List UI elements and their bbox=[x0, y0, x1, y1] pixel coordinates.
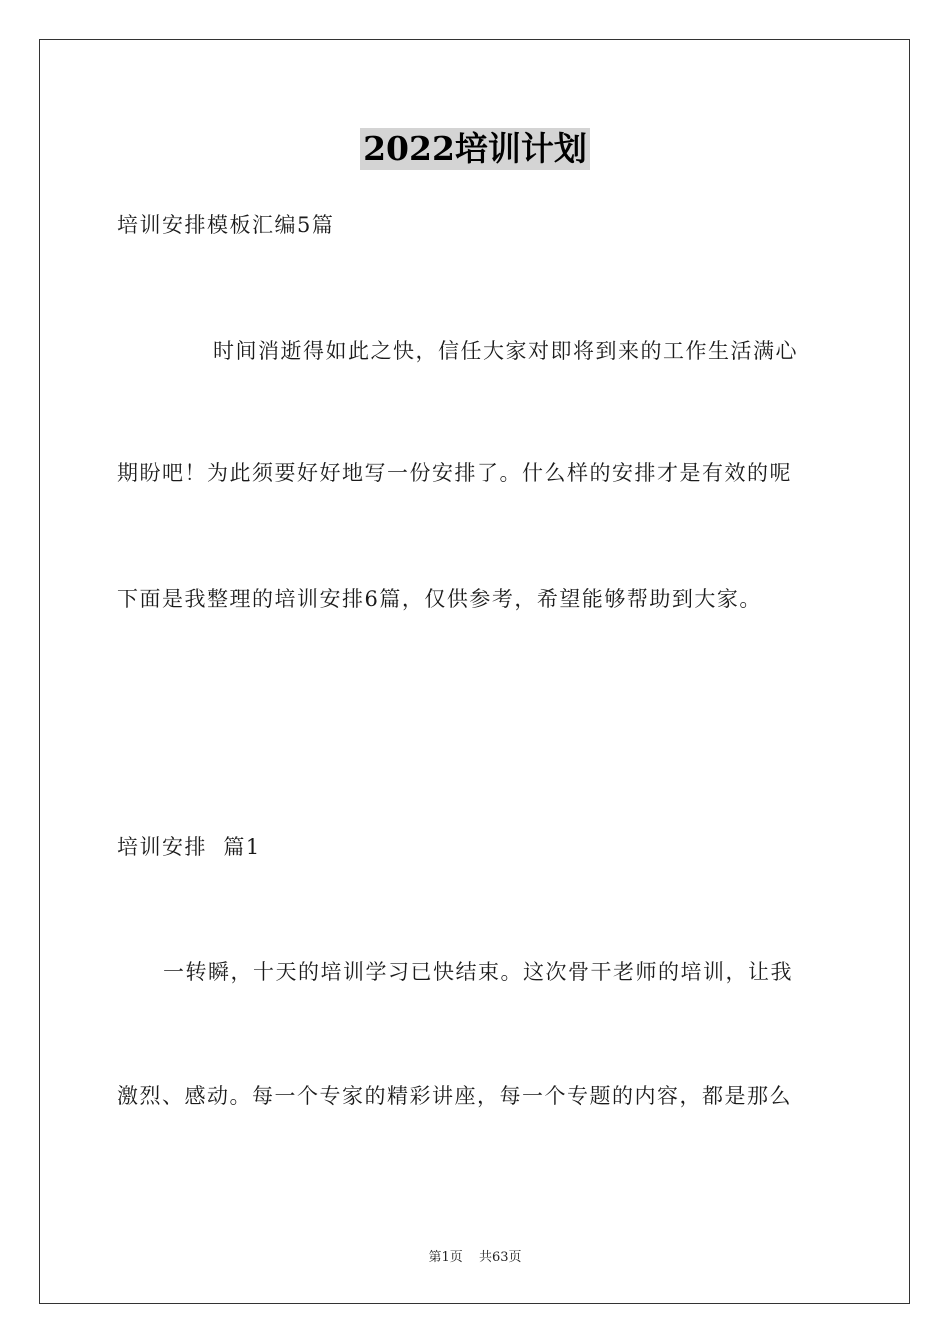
body-line-1: 一转瞬，十天的培训学习已快结束。这次骨干老师的培训，让我 bbox=[163, 960, 793, 984]
section-heading: 培训安排 篇1 bbox=[117, 835, 261, 859]
intro-line-1: 时间消逝得如此之快，信任大家对即将到来的工作生活满心 bbox=[213, 339, 798, 363]
page-footer bbox=[0, 1246, 950, 1265]
page-number: 第1页 bbox=[428, 1250, 463, 1265]
body-line-2: 激烈、感动。每一个专家的精彩讲座，每一个专题的内容，都是那么 bbox=[117, 1084, 792, 1108]
intro-line-3: 下面是我整理的培训安排6篇，仅供参考，希望能够帮助到大家。 bbox=[117, 587, 762, 611]
document-title: 2022培训计划 bbox=[360, 128, 590, 170]
title-container bbox=[0, 128, 950, 170]
page-total: 共63页 bbox=[478, 1250, 522, 1265]
document-subtitle: 培训安排模板汇编5篇 bbox=[117, 213, 335, 237]
intro-line-2: 期盼吧！为此须要好好地写一份安排了。什么样的安排才是有效的呢 bbox=[117, 461, 792, 485]
